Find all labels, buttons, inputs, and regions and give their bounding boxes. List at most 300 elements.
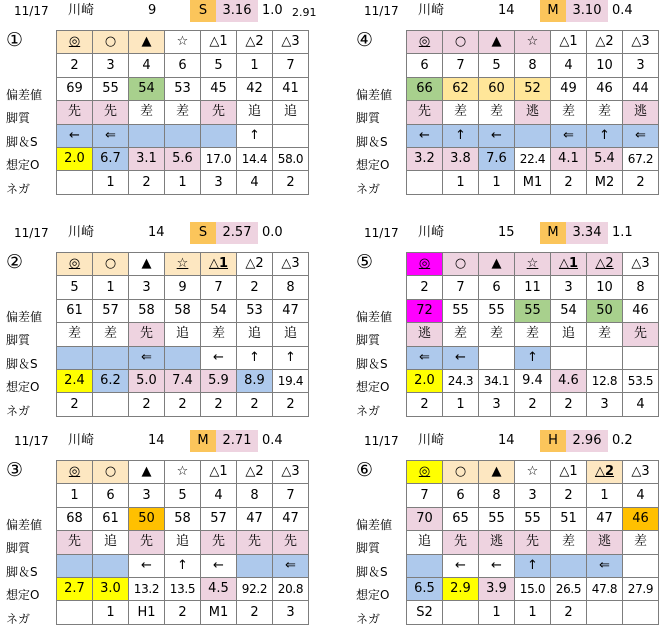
marks-row <box>57 461 309 484</box>
horse-number: 3 <box>129 276 165 299</box>
mark-cell: ○ <box>443 461 479 484</box>
nega-cell <box>57 601 93 624</box>
race-number: 15 <box>498 225 515 240</box>
race-header <box>0 222 310 244</box>
deviation-cell: 62 <box>443 77 479 100</box>
mark-cell: △3 <box>273 253 309 276</box>
legs-cell: ⇐ <box>407 346 443 369</box>
odds-cell: 8.9 <box>237 369 273 392</box>
legs-cell <box>57 346 93 369</box>
nega-cell: 2 <box>201 393 237 416</box>
nega-row <box>407 601 659 624</box>
deviation-cell: 55 <box>479 299 515 322</box>
nega-cell: 2 <box>165 601 201 624</box>
race-date: 11/17 <box>14 434 49 448</box>
race-table <box>406 30 659 195</box>
style-cell: 差 <box>515 323 551 346</box>
nega-cell: 1 <box>93 171 129 194</box>
nega-cell: 2 <box>237 601 273 624</box>
deviation-cell: 72 <box>407 299 443 322</box>
style-cell: 先 <box>57 531 93 554</box>
race-date: 11/17 <box>14 4 49 18</box>
horse-number: 1 <box>587 484 623 507</box>
style-cell: 追 <box>165 323 201 346</box>
nega-cell <box>57 171 93 194</box>
horse-number: 10 <box>587 276 623 299</box>
style-cell: 先 <box>623 323 659 346</box>
label-nega: ネガ <box>6 181 31 196</box>
odds-row <box>407 577 659 600</box>
odds-cell: 3.2 <box>407 147 443 170</box>
deviation-cell: 55 <box>479 507 515 530</box>
legs-cell: ← <box>479 554 515 577</box>
race-venue: 川崎 <box>418 225 445 240</box>
legs-cell: ↑ <box>165 554 201 577</box>
nega-cell: 2 <box>551 171 587 194</box>
legs-row <box>407 346 659 369</box>
odds-cell: 12.8 <box>587 369 623 392</box>
odds-cell: 3.8 <box>443 147 479 170</box>
odds-cell: 6.7 <box>93 147 129 170</box>
race-table <box>406 460 659 625</box>
nega-cell: 2 <box>237 393 273 416</box>
style-cell: 差 <box>57 323 93 346</box>
odds-row <box>57 147 309 170</box>
deviation-cell: 61 <box>93 507 129 530</box>
nega-cell: 3 <box>273 601 309 624</box>
nega-cell: 2 <box>551 393 587 416</box>
deviation-cell: 52 <box>515 77 551 100</box>
legs-cell: ← <box>443 346 479 369</box>
race-value-1: 0.0 <box>262 225 283 240</box>
horse-number: 4 <box>129 54 165 77</box>
deviation-cell: 41 <box>273 77 309 100</box>
deviation-cell: 57 <box>201 507 237 530</box>
mark-cell: ☆ <box>515 461 551 484</box>
race-grade: M <box>190 430 216 452</box>
style-row <box>407 101 659 124</box>
odds-cell: 4.1 <box>551 147 587 170</box>
deviation-cell: 65 <box>443 507 479 530</box>
style-cell: 先 <box>201 531 237 554</box>
nega-cell: 2 <box>57 393 93 416</box>
race-number: 14 <box>498 433 515 448</box>
legs-cell <box>623 554 659 577</box>
label-legs: 脚＆S <box>356 564 388 579</box>
horse-number: 5 <box>201 54 237 77</box>
odds-cell: 17.0 <box>201 147 237 170</box>
row-labels <box>350 514 402 631</box>
horse-row <box>407 276 659 299</box>
odds-cell: 34.1 <box>479 369 515 392</box>
odds-cell: 27.9 <box>623 577 659 600</box>
legs-cell <box>237 554 273 577</box>
race-value-1: 0.2 <box>612 433 633 448</box>
style-cell: 差 <box>551 531 587 554</box>
label-legs: 脚＆S <box>6 564 38 579</box>
race-value-2: 2.91 <box>292 6 317 19</box>
horse-number: 1 <box>93 276 129 299</box>
label-style: 脚質 <box>6 111 31 126</box>
label-legs: 脚＆S <box>356 356 388 371</box>
odds-cell: 26.5 <box>551 577 587 600</box>
odds-cell: 5.0 <box>129 369 165 392</box>
style-cell: 差 <box>201 323 237 346</box>
odds-cell: 67.2 <box>623 147 659 170</box>
horse-number: 6 <box>479 276 515 299</box>
nega-row <box>57 171 309 194</box>
horse-number: 10 <box>587 54 623 77</box>
race-circled-number: ① <box>6 29 24 51</box>
horse-number: 4 <box>201 484 237 507</box>
style-cell: 差 <box>479 323 515 346</box>
deviation-cell: 53 <box>165 77 201 100</box>
race-table <box>406 252 659 417</box>
mark-cell: ○ <box>93 461 129 484</box>
race-number: 14 <box>498 3 515 18</box>
race-date: 11/17 <box>364 434 399 448</box>
deviation-cell: 49 <box>551 77 587 100</box>
mark-cell: ◎ <box>407 253 443 276</box>
nega-cell: 1 <box>93 601 129 624</box>
horse-number: 2 <box>57 54 93 77</box>
marks-row <box>407 461 659 484</box>
race-date: 11/17 <box>14 226 49 240</box>
mark-cell: ▲ <box>129 31 165 54</box>
mark-cell: △3 <box>273 31 309 54</box>
nega-cell: 3 <box>201 171 237 194</box>
odds-cell: 24.3 <box>443 369 479 392</box>
style-cell: 差 <box>443 101 479 124</box>
legs-cell: ← <box>443 554 479 577</box>
mark-cell: ☆ <box>165 253 201 276</box>
race-value-1: 0.4 <box>262 433 283 448</box>
mark-cell: ○ <box>443 31 479 54</box>
legs-cell <box>551 346 587 369</box>
deviation-cell: 46 <box>623 299 659 322</box>
race-grade: S <box>190 222 216 244</box>
race-venue: 川崎 <box>418 3 445 18</box>
legs-cell: ⇐ <box>129 346 165 369</box>
horse-number: 3 <box>623 54 659 77</box>
horse-row <box>57 484 309 507</box>
horse-number: 4 <box>623 484 659 507</box>
legs-row <box>57 124 309 147</box>
horse-number: 8 <box>623 276 659 299</box>
deviation-cell: 47 <box>273 299 309 322</box>
deviation-cell: 44 <box>623 77 659 100</box>
nega-cell: 2 <box>551 601 587 624</box>
deviation-row <box>407 507 659 530</box>
race-value-1: 1.0 <box>262 3 283 18</box>
horse-number: 1 <box>57 484 93 507</box>
style-cell: 先 <box>57 101 93 124</box>
horse-number: 6 <box>443 484 479 507</box>
legs-row <box>57 346 309 369</box>
odds-cell: 92.2 <box>237 577 273 600</box>
nega-cell: 4 <box>623 393 659 416</box>
nega-cell <box>93 393 129 416</box>
race-circled-number: ② <box>6 251 24 273</box>
legs-cell: ⇐ <box>273 554 309 577</box>
legs-cell: ← <box>479 124 515 147</box>
deviation-cell: 68 <box>57 507 93 530</box>
race-date: 11/17 <box>364 226 399 240</box>
odds-cell: 15.0 <box>515 577 551 600</box>
odds-cell: 13.5 <box>165 577 201 600</box>
style-row <box>57 101 309 124</box>
style-cell: 先 <box>273 531 309 554</box>
label-nega: ネガ <box>356 403 381 418</box>
race-grade: H <box>540 430 566 452</box>
race-table <box>56 30 309 195</box>
mark-cell: ○ <box>93 253 129 276</box>
deviation-cell: 69 <box>57 77 93 100</box>
race-number: 14 <box>148 225 165 240</box>
legs-cell: ← <box>129 554 165 577</box>
legs-cell <box>479 346 515 369</box>
mark-cell: ☆ <box>165 461 201 484</box>
horse-number: 6 <box>407 54 443 77</box>
deviation-cell: 47 <box>273 507 309 530</box>
style-cell: 追 <box>237 323 273 346</box>
odds-row <box>407 147 659 170</box>
style-row <box>407 531 659 554</box>
deviation-cell: 61 <box>57 299 93 322</box>
horse-number: 7 <box>443 54 479 77</box>
mark-cell: △2 <box>587 253 623 276</box>
legs-cell <box>515 124 551 147</box>
label-odds: 想定O <box>6 158 40 173</box>
deviation-cell: 55 <box>93 77 129 100</box>
nega-row <box>57 393 309 416</box>
nega-cell: S2 <box>407 601 443 624</box>
label-style: 脚質 <box>356 111 381 126</box>
nega-row <box>57 601 309 624</box>
nega-cell <box>587 601 623 624</box>
race-number: 9 <box>148 3 157 18</box>
style-cell: 先 <box>129 531 165 554</box>
style-cell: 先 <box>515 531 551 554</box>
legs-cell <box>623 346 659 369</box>
legs-cell: ⇐ <box>551 124 587 147</box>
row-labels <box>350 306 402 423</box>
nega-cell: M1 <box>515 171 551 194</box>
legs-row <box>407 124 659 147</box>
legs-cell <box>407 554 443 577</box>
style-row <box>57 323 309 346</box>
odds-cell: 5.6 <box>165 147 201 170</box>
legs-cell <box>273 124 309 147</box>
mark-cell: △2 <box>237 253 273 276</box>
style-cell: 先 <box>237 531 273 554</box>
legs-cell: ⇐ <box>623 124 659 147</box>
race-value-1: 0.4 <box>612 3 633 18</box>
deviation-cell: 55 <box>443 299 479 322</box>
odds-cell: 2.0 <box>407 369 443 392</box>
race-table <box>56 460 309 625</box>
mark-cell: △2 <box>587 31 623 54</box>
label-style: 脚質 <box>356 333 381 348</box>
label-odds: 想定O <box>356 380 390 395</box>
odds-cell: 2.9 <box>443 577 479 600</box>
mark-cell: ▲ <box>479 31 515 54</box>
legs-cell: ⇐ <box>587 554 623 577</box>
race-panel-2 <box>0 222 310 422</box>
nega-cell: 1 <box>515 601 551 624</box>
horse-row <box>57 54 309 77</box>
race-venue: 川崎 <box>68 225 95 240</box>
mark-cell: △3 <box>623 31 659 54</box>
nega-cell: 1 <box>443 171 479 194</box>
odds-cell: 58.0 <box>273 147 309 170</box>
label-deviation: 偏差値 <box>6 310 43 324</box>
nega-cell: 3 <box>479 393 515 416</box>
race-venue: 川崎 <box>418 433 445 448</box>
race-value-1: 1.1 <box>612 225 633 240</box>
marks-row <box>57 253 309 276</box>
mark-cell: ○ <box>443 253 479 276</box>
horse-number: 6 <box>93 484 129 507</box>
nega-cell: M2 <box>587 171 623 194</box>
mark-cell: ◎ <box>57 253 93 276</box>
nega-cell <box>407 171 443 194</box>
mark-cell: △1 <box>201 31 237 54</box>
mark-cell: △1 <box>201 253 237 276</box>
legs-cell <box>201 124 237 147</box>
race-table <box>56 252 309 417</box>
nega-cell: 2 <box>515 393 551 416</box>
odds-row <box>407 369 659 392</box>
horse-number: 4 <box>551 54 587 77</box>
deviation-cell: 50 <box>587 299 623 322</box>
legs-cell <box>551 554 587 577</box>
style-cell: 差 <box>551 101 587 124</box>
deviation-cell: 57 <box>93 299 129 322</box>
race-grade: M <box>540 222 566 244</box>
nega-cell: 2 <box>273 171 309 194</box>
legs-cell: ← <box>57 124 93 147</box>
style-cell: 差 <box>129 101 165 124</box>
deviation-cell: 55 <box>515 299 551 322</box>
deviation-cell: 46 <box>587 77 623 100</box>
mark-cell: △2 <box>587 461 623 484</box>
deviation-row <box>57 77 309 100</box>
style-cell: 差 <box>93 323 129 346</box>
label-nega: ネガ <box>6 403 31 418</box>
deviation-cell: 45 <box>201 77 237 100</box>
race-circled-number: ④ <box>356 29 374 51</box>
label-style: 脚質 <box>356 541 381 556</box>
odds-cell: 3.9 <box>479 577 515 600</box>
mark-cell: △2 <box>237 31 273 54</box>
legs-cell: ↑ <box>515 554 551 577</box>
odds-cell: 3.0 <box>93 577 129 600</box>
nega-cell: 2 <box>165 393 201 416</box>
race-panel-6 <box>350 430 660 630</box>
horse-number: 9 <box>165 276 201 299</box>
race-index: 3.16 <box>216 0 258 22</box>
odds-cell: 2.7 <box>57 577 93 600</box>
deviation-row <box>57 507 309 530</box>
odds-cell: 5.4 <box>587 147 623 170</box>
label-deviation: 偏差値 <box>356 88 393 102</box>
legs-cell <box>165 124 201 147</box>
mark-cell: ◎ <box>407 461 443 484</box>
deviation-cell: 50 <box>129 507 165 530</box>
mark-cell: △2 <box>237 461 273 484</box>
legs-cell <box>129 124 165 147</box>
mark-cell: △1 <box>551 461 587 484</box>
nega-cell: 2 <box>129 393 165 416</box>
style-cell: 先 <box>129 323 165 346</box>
style-cell: 追 <box>551 323 587 346</box>
race-index: 2.71 <box>216 430 258 452</box>
horse-number: 1 <box>237 54 273 77</box>
mark-cell: ▲ <box>129 461 165 484</box>
mark-cell: △1 <box>201 461 237 484</box>
label-style: 脚質 <box>6 541 31 556</box>
race-header <box>0 0 317 22</box>
race-circled-number: ⑤ <box>356 251 374 273</box>
deviation-cell: 60 <box>479 77 515 100</box>
style-cell: 差 <box>443 323 479 346</box>
race-panel-3 <box>0 430 310 630</box>
race-index: 2.96 <box>566 430 608 452</box>
deviation-cell: 70 <box>407 507 443 530</box>
marks-row <box>407 31 659 54</box>
nega-cell: M1 <box>201 601 237 624</box>
deviation-cell: 58 <box>129 299 165 322</box>
legs-cell: ↑ <box>273 346 309 369</box>
odds-cell: 22.4 <box>515 147 551 170</box>
race-number: 14 <box>148 433 165 448</box>
horse-number: 8 <box>273 276 309 299</box>
row-labels <box>0 306 52 423</box>
odds-cell: 5.9 <box>201 369 237 392</box>
style-cell: 逃 <box>623 101 659 124</box>
odds-cell: 4.5 <box>201 577 237 600</box>
mark-cell: △3 <box>623 461 659 484</box>
mark-cell: ▲ <box>479 461 515 484</box>
label-deviation: 偏差値 <box>6 518 43 532</box>
nega-cell <box>623 601 659 624</box>
style-cell: 先 <box>201 101 237 124</box>
odds-cell: 7.4 <box>165 369 201 392</box>
legs-cell <box>165 346 201 369</box>
style-cell: 追 <box>273 101 309 124</box>
odds-cell: 47.8 <box>587 577 623 600</box>
legs-cell: ← <box>201 346 237 369</box>
horse-number: 7 <box>201 276 237 299</box>
horse-row <box>407 54 659 77</box>
legs-cell: ⇐ <box>93 124 129 147</box>
odds-cell: 19.4 <box>273 369 309 392</box>
style-row <box>57 531 309 554</box>
mark-cell: ◎ <box>407 31 443 54</box>
legs-cell: ↑ <box>587 124 623 147</box>
race-panel-4 <box>350 0 660 200</box>
style-cell: 差 <box>479 101 515 124</box>
odds-cell: 2.0 <box>57 147 93 170</box>
deviation-cell: 53 <box>237 299 273 322</box>
label-deviation: 偏差値 <box>356 310 393 324</box>
race-venue: 川崎 <box>68 3 95 18</box>
odds-row <box>57 369 309 392</box>
mark-cell: ☆ <box>515 253 551 276</box>
mark-cell: ▲ <box>479 253 515 276</box>
style-cell: 先 <box>443 531 479 554</box>
